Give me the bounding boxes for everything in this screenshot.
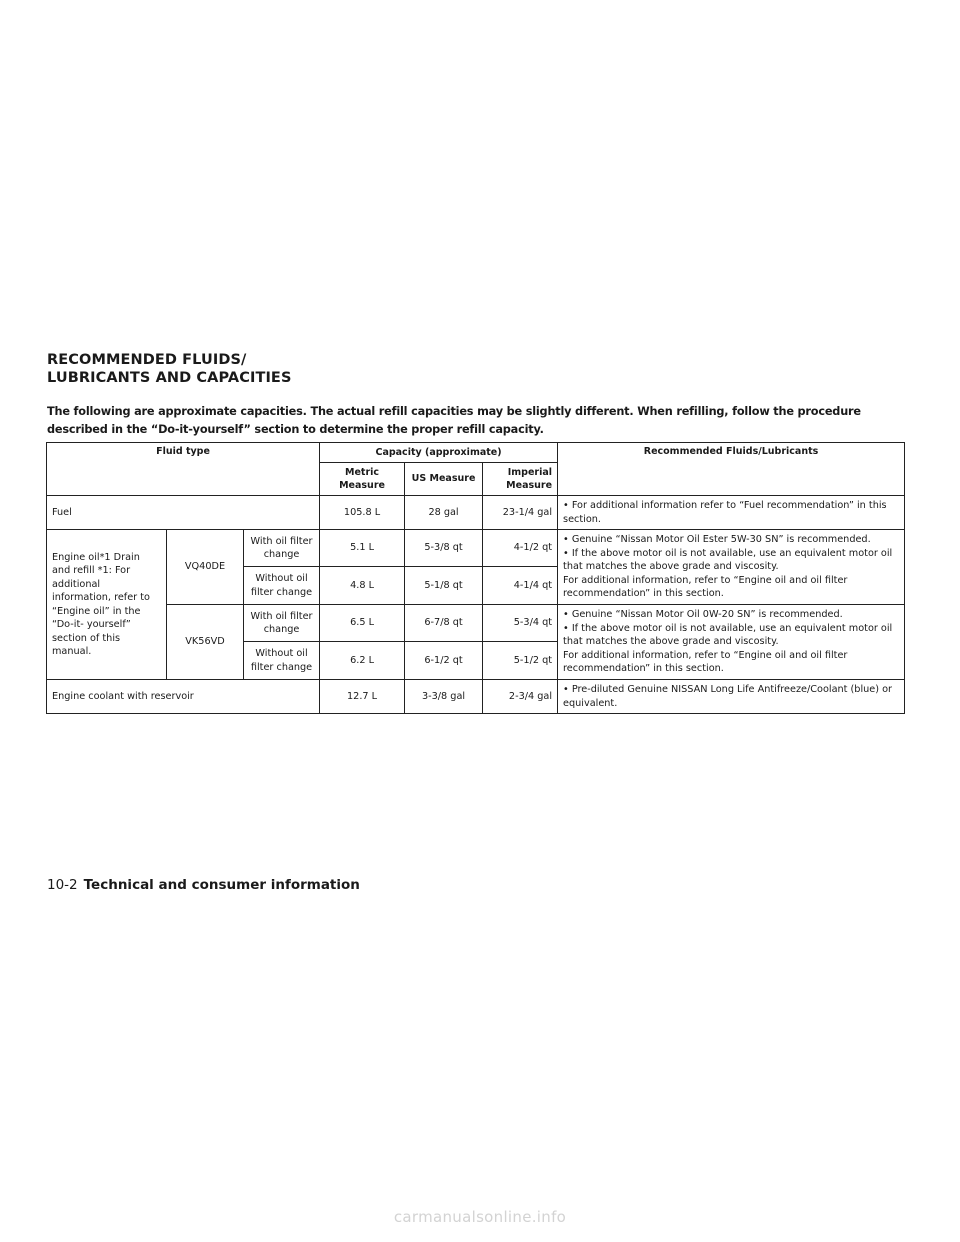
vq40de-with-filter-imperial: 4-1/2 qt — [483, 530, 558, 567]
header-capacity: Capacity (approximate) — [320, 443, 558, 463]
coolant-label: Engine coolant with reservoir — [47, 680, 320, 714]
page-number: 10-2 — [47, 877, 78, 893]
engine-oil-label: Engine oil*1 Drain and refill *1: For additional information, refer to “Engine oil” in the “Do-it- yourself” section of this manual. — [47, 530, 167, 680]
capacities-table — [46, 442, 905, 714]
page-footer — [47, 877, 360, 893]
vq40de-without-filter-metric: 4.8 L — [320, 567, 405, 605]
vk56vd-without-filter-label: Without oil filter change — [244, 642, 320, 680]
coolant-imperial: 2-3/4 gal — [483, 680, 558, 714]
header-recommended: Recommended Fluids/Lubricants — [558, 443, 905, 496]
vq40de-with-filter-label: With oil filter change — [244, 530, 320, 567]
watermark: carmanualsonline.info — [393, 1208, 567, 1226]
vk56vd-without-filter-imperial: 5-1/2 qt — [483, 642, 558, 680]
fuel-metric: 105.8 L — [320, 496, 405, 530]
vk56vd-engine: VK56VD — [167, 605, 244, 680]
vk56vd-with-filter-label: With oil filter change — [244, 605, 320, 642]
vq40de-note-line-1: • Genuine “Nissan Motor Oil Ester 5W-30 SN” is recommended. — [563, 534, 871, 546]
fuel-label: Fuel — [47, 496, 320, 530]
table-row-fuel — [47, 496, 905, 530]
vk56vd-with-filter-us: 6-7/8 qt — [405, 605, 483, 642]
header-fluid-type: Fluid type — [47, 443, 320, 496]
vq40de-without-filter-imperial: 4-1/4 qt — [483, 567, 558, 605]
coolant-metric: 12.7 L — [320, 680, 405, 714]
fuel-us: 28 gal — [405, 496, 483, 530]
vq40de-with-filter-us: 5-3/8 qt — [405, 530, 483, 567]
fuel-imperial: 23-1/4 gal — [483, 496, 558, 530]
vk56vd-note-line-1: • Genuine “Nissan Motor Oil 0W-20 SN” is recommended. — [563, 609, 843, 621]
header-imperial: Imperial Measure — [483, 463, 558, 496]
table-row-vq40de-with-filter — [47, 530, 905, 567]
vq40de-note-line-3: For additional information, refer to “Engine oil and oil filter recommendation” in this section. — [563, 574, 848, 600]
section-title — [47, 351, 291, 387]
table-row-coolant — [47, 680, 905, 714]
vk56vd-note-line-2: • If the above motor oil is not available, use an equivalent motor oil that matches the above grade and viscosity. — [563, 622, 893, 648]
vq40de-engine: VQ40DE — [167, 530, 244, 605]
coolant-note: • Pre-diluted Genuine NISSAN Long Life Antifreeze/Coolant (blue) or equivalent. — [558, 680, 905, 714]
footer-title: Technical and consumer information — [83, 877, 360, 893]
coolant-us: 3-3/8 gal — [405, 680, 483, 714]
vk56vd-note-line-3: For additional information, refer to “Engine oil and oil filter recommendation” in this section. — [563, 649, 848, 675]
header-us: US Measure — [405, 463, 483, 496]
header-row-1 — [47, 443, 905, 463]
vk56vd-without-filter-us: 6-1/2 qt — [405, 642, 483, 680]
fuel-note: • For additional information refer to “Fuel recommendation” in this section. — [558, 496, 905, 530]
vk56vd-with-filter-imperial: 5-3/4 qt — [483, 605, 558, 642]
vq40de-without-filter-us: 5-1/8 qt — [405, 567, 483, 605]
section-title-line-2: LUBRICANTS AND CAPACITIES — [47, 370, 292, 386]
vq40de-note-line-2: • If the above motor oil is not available, use an equivalent motor oil that matches the above grade and viscosity. — [563, 547, 893, 573]
vk56vd-note — [558, 605, 905, 680]
vq40de-note — [558, 530, 905, 605]
vk56vd-with-filter-metric: 6.5 L — [320, 605, 405, 642]
vk56vd-without-filter-metric: 6.2 L — [320, 642, 405, 680]
vq40de-with-filter-metric: 5.1 L — [320, 530, 405, 567]
header-metric: Metric Measure — [320, 463, 405, 496]
section-title-line-1: RECOMMENDED FLUIDS/ — [47, 352, 247, 368]
table-row-vk56vd-with-filter — [47, 605, 905, 642]
vq40de-without-filter-label: Without oil filter change — [244, 567, 320, 605]
intro-paragraph: The following are approximate capacities. The actual refill capacities may be slightly different. When refilling, follow the procedure described in the “Do-it-yourself” section to determine the proper refill capacity. — [47, 405, 861, 436]
